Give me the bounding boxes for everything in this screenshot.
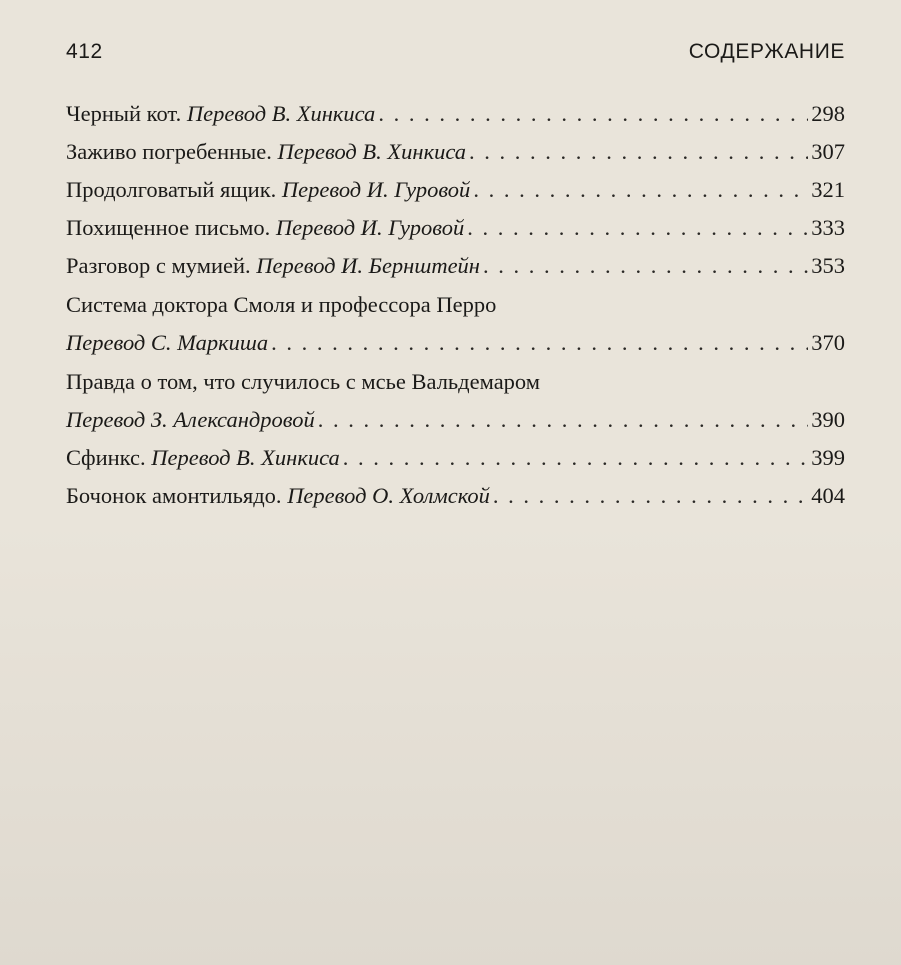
story-title: Разговор с мумией. [66, 253, 251, 278]
leader-dots [469, 133, 808, 171]
toc-entry [66, 133, 845, 171]
leader-dots [467, 209, 808, 247]
toc-entry [66, 363, 845, 439]
toc-entry [66, 439, 845, 477]
story-title: Система доктора Смоля и профессора Перро [66, 292, 497, 317]
show-through-background [0, 520, 901, 965]
page-ref: 399 [811, 445, 845, 470]
leader-dots [343, 439, 808, 477]
translator-credit: Перевод С. Маркиша [66, 330, 269, 355]
leader-dots [378, 95, 808, 133]
page-ref: 321 [811, 177, 845, 202]
table-of-contents [66, 95, 845, 515]
story-title: Правда о том, что случилось с мсье Вальдемаром [66, 369, 540, 394]
page-ref: 298 [811, 101, 845, 126]
page-number: 412 [66, 40, 103, 63]
leader-dots [473, 171, 808, 209]
story-title: Заживо погребенные. [66, 139, 272, 164]
translator-credit: Перевод И. Гуровой [275, 215, 465, 240]
translator-credit: Перевод З. Александровой [66, 407, 315, 432]
leader-dots [318, 401, 809, 439]
toc-entry [66, 95, 845, 133]
translator-credit: Перевод И. Бернштейн [256, 253, 480, 278]
page-ref: 307 [811, 139, 845, 164]
page-header [66, 40, 845, 64]
story-title: Бочонок амонтильядо. [66, 483, 282, 508]
translator-credit: Перевод И. Гуровой [281, 177, 471, 202]
toc-entry [66, 171, 845, 209]
leader-dots [271, 324, 808, 362]
story-title: Сфинкс. [66, 445, 146, 470]
toc-entry [66, 477, 845, 515]
page-ref: 390 [811, 407, 845, 432]
story-title: Похищенное письмо. [66, 215, 271, 240]
toc-entry [66, 209, 845, 247]
leader-dots [493, 477, 808, 515]
toc-entry [66, 247, 845, 285]
page-ref: 353 [811, 253, 845, 278]
leader-dots [483, 247, 808, 285]
translator-credit: Перевод О. Холмской [287, 483, 490, 508]
page-ref: 333 [811, 215, 845, 240]
translator-credit: Перевод В. Хинкиса [277, 139, 467, 164]
story-title: Продолговатый ящик. [66, 177, 277, 202]
translator-credit: Перевод В. Хинкиса [151, 445, 340, 470]
section-title: СОДЕРЖАНИЕ [688, 40, 845, 63]
story-title: Черный кот. [66, 101, 182, 126]
page-ref: 404 [811, 483, 845, 508]
toc-entry [66, 286, 845, 362]
page-ref: 370 [811, 330, 845, 355]
translator-credit: Перевод В. Хинкиса [186, 101, 376, 126]
